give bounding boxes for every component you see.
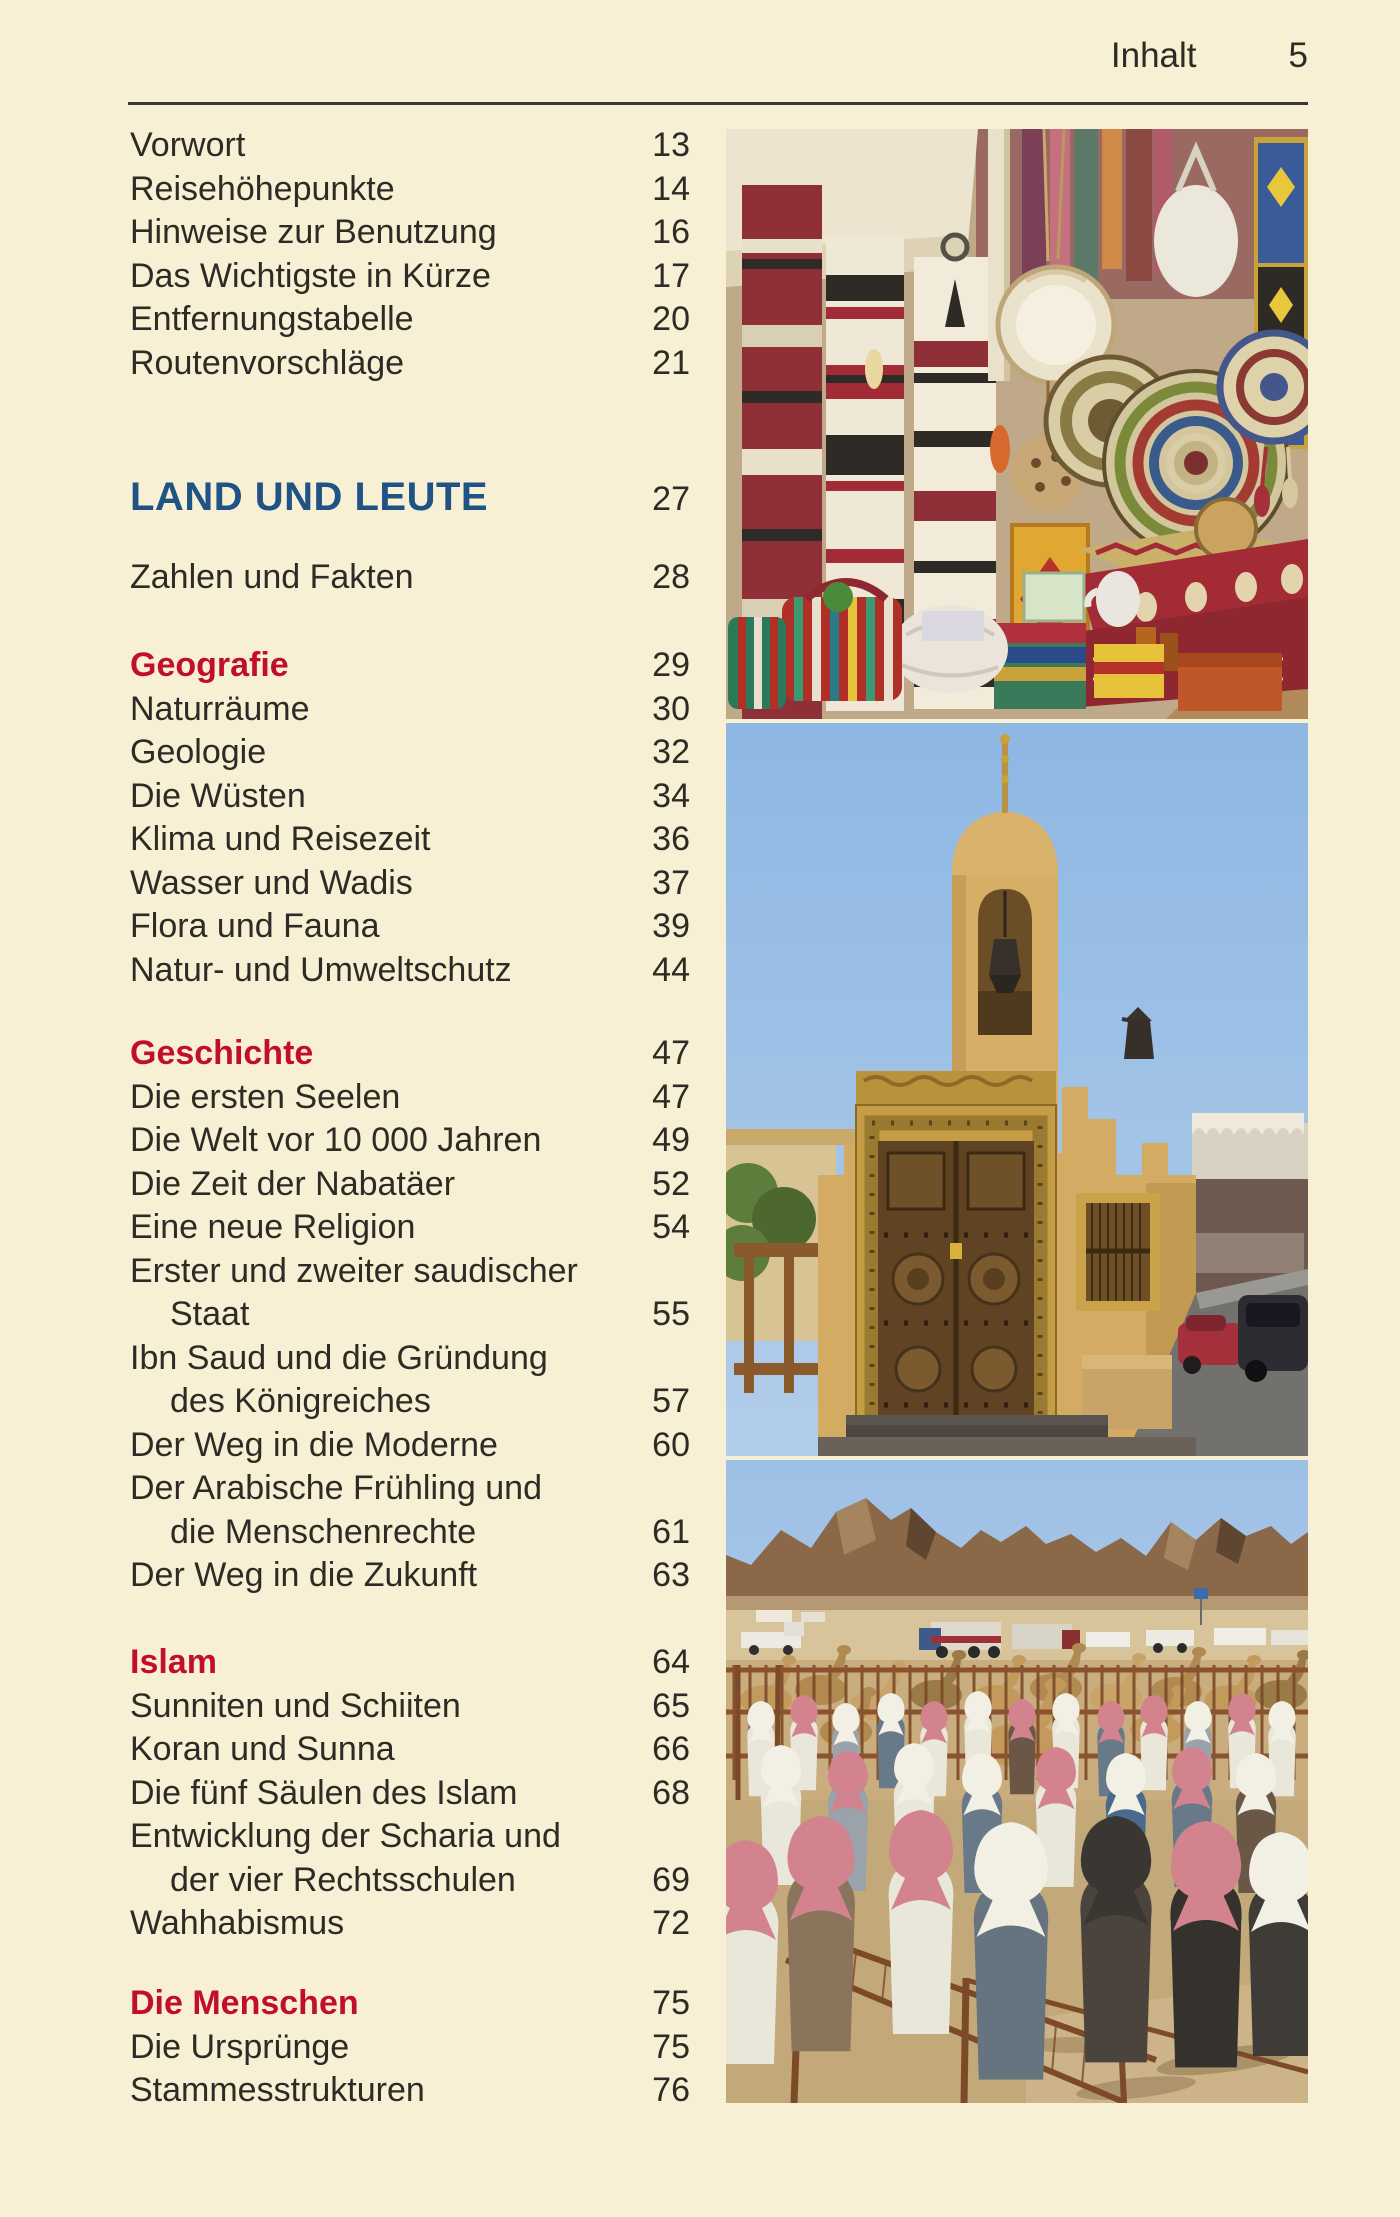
toc-entry-page: 76 [652, 2071, 690, 2109]
header-page-number: 5 [1288, 36, 1308, 75]
toc-entry-label: Wasser und Wadis [130, 863, 413, 902]
photo-mosque-gate [726, 723, 1308, 1456]
toc-entry-page: 47 [652, 1034, 690, 1072]
toc-entry-page: 61 [652, 1512, 690, 1551]
toc-entry-page: 28 [652, 558, 690, 596]
toc-entry-page: 32 [652, 733, 690, 771]
toc-entry-label: Die Ursprünge [130, 2027, 350, 2066]
toc-entry-page: 63 [652, 1556, 690, 1594]
toc-entry-label: der vier Rechtsschulen [170, 1860, 516, 1899]
toc-entry-page: 34 [652, 776, 690, 815]
toc-entry [130, 818, 690, 862]
toc-section-heading [130, 644, 690, 688]
toc-block-facts [130, 556, 690, 600]
toc-entry-label: Der Weg in die Moderne [130, 1425, 498, 1464]
toc-entry-page: 47 [652, 1077, 690, 1116]
toc-entry [130, 1250, 690, 1294]
toc-entry-label: Vorwort [130, 126, 246, 164]
toc-entry [130, 1728, 690, 1772]
toc-entry [130, 688, 690, 732]
toc-entry [130, 1380, 690, 1424]
toc-entry-page: 13 [652, 126, 690, 164]
toc-section-label: Islam [130, 1643, 217, 1681]
toc-entry-label: die Menschenrechte [170, 1512, 477, 1551]
toc-entry-page: 49 [652, 1121, 690, 1159]
toc-entry-label: Erster und zweiter saudischer [130, 1251, 578, 1290]
toc-entry-label: Entfernungstabelle [130, 300, 414, 338]
toc-entry-page: 39 [652, 907, 690, 945]
toc-entry [130, 731, 690, 775]
toc-entry-label: Natur- und Umweltschutz [130, 950, 512, 989]
toc-entry-label: Der Arabische Frühling und [130, 1469, 543, 1507]
toc-entry [130, 862, 690, 906]
toc-entry-label: des Königreiches [170, 1382, 431, 1420]
toc-entry-label: Stammesstrukturen [130, 2071, 425, 2109]
toc-entry [130, 1815, 690, 1859]
toc-entry-label: Entwicklung der Scharia und [130, 1817, 561, 1855]
toc-entry [130, 1554, 690, 1598]
toc-section-label: Geografie [130, 646, 289, 684]
toc-entry [130, 775, 690, 819]
toc-entry-label: Der Weg in die Zukunft [130, 1556, 478, 1594]
toc-entry-page: 17 [652, 256, 690, 295]
toc-entry-page: 64 [652, 1643, 690, 1681]
toc-entry [130, 2069, 690, 2113]
toc-section-label: Die Menschen [130, 1984, 359, 2022]
toc-entry-label: Geologie [130, 733, 267, 771]
toc-entry-page: 21 [652, 343, 690, 382]
toc-entry-label: Die fünf Säulen des Islam [130, 1773, 518, 1812]
toc-entry-page: 65 [652, 1686, 690, 1725]
toc-block-chapter [130, 472, 690, 522]
toc-entry [130, 1467, 690, 1511]
toc-section-label: Geschichte [130, 1034, 314, 1072]
toc-entry-page: 14 [652, 169, 690, 208]
toc-section-heading [130, 1641, 690, 1685]
toc-entry [130, 2026, 690, 2070]
toc-entry-page: 68 [652, 1773, 690, 1812]
toc-entry [130, 255, 690, 299]
toc-block-geografie [130, 644, 690, 992]
toc-entry-label: Staat [170, 1295, 250, 1333]
toc-entry [130, 905, 690, 949]
toc-entry [130, 1206, 690, 1250]
header-rule [128, 102, 1308, 105]
toc-entry [130, 1119, 690, 1163]
toc-entry-label: Sunniten und Schiiten [130, 1686, 461, 1725]
toc-section-heading [130, 1032, 690, 1076]
toc-entry-page: 69 [652, 1860, 690, 1899]
toc-entry-label: Eine neue Religion [130, 1208, 416, 1246]
toc-entry-label: Koran und Sunna [130, 1730, 395, 1768]
toc-entry [130, 949, 690, 993]
toc-entry-page: 55 [652, 1295, 690, 1333]
toc-block-menschen [130, 1982, 690, 2113]
toc-entry-page: 37 [652, 863, 690, 902]
toc-entry-label: Hinweise zur Benutzung [130, 213, 497, 251]
toc-entry-page: 52 [652, 1164, 690, 1203]
toc-entry-label: Das Wichtigste in Kürze [130, 256, 491, 295]
toc-entry-page: 16 [652, 213, 690, 251]
toc-entry [130, 1902, 690, 1946]
toc-entry-label: Routenvorschläge [130, 343, 405, 382]
toc-chapter-heading [130, 472, 690, 522]
toc-entry-page: 29 [652, 646, 690, 684]
toc-entry-label: Klima und Reisezeit [130, 820, 431, 858]
header-title: Inhalt [1110, 36, 1197, 75]
toc-block-islam [130, 1641, 690, 1946]
photo-souvenir-market [726, 129, 1308, 719]
mosque-gate-illustration [726, 723, 1308, 1456]
souvenir-market-illustration [726, 129, 1308, 719]
toc-entry [130, 342, 690, 386]
toc-section-heading [130, 1982, 690, 2026]
toc-entry [130, 298, 690, 342]
toc-entry-page: 54 [652, 1208, 690, 1246]
toc-entry [130, 211, 690, 255]
toc-entry-page: 44 [652, 950, 690, 989]
toc-entry-label: Wahhabismus [130, 1904, 345, 1942]
toc-entry [130, 1293, 690, 1337]
toc-entry-page: 72 [652, 1904, 690, 1942]
toc-entry [130, 1337, 690, 1381]
toc-entry [130, 124, 690, 168]
toc-entry-page: 75 [652, 1984, 690, 2022]
toc-block-geschichte [130, 1032, 690, 1598]
toc-entry-page: 30 [652, 689, 690, 728]
toc-entry-label: Ibn Saud und die Gründung [130, 1338, 548, 1377]
toc-entry [130, 1163, 690, 1207]
toc-entry-page: 57 [652, 1382, 690, 1420]
toc-entry-label: Die Zeit der Nabatäer [130, 1164, 456, 1203]
toc-entry [130, 1511, 690, 1555]
toc-entry-label: Reisehöhepunkte [130, 169, 395, 208]
toc-entry [130, 1859, 690, 1903]
toc-entry-label: Naturräume [130, 689, 310, 728]
toc-entry [130, 1685, 690, 1729]
toc-entry-label: Die Welt vor 10 000 Jahren [130, 1121, 542, 1159]
photo-camel-market [726, 1460, 1308, 2103]
toc-entry-label: Zahlen und Fakten [130, 558, 414, 596]
toc-entry-page: 60 [652, 1425, 690, 1464]
toc-entry-page: 27 [652, 480, 690, 518]
toc-entry [130, 1424, 690, 1468]
toc-entry-label: Flora und Fauna [130, 907, 380, 945]
toc-entry-page: 36 [652, 820, 690, 858]
toc-entry-page: 20 [652, 300, 690, 338]
toc-entry [130, 1772, 690, 1816]
camel-market-illustration [726, 1460, 1308, 2103]
toc-chapter-label: LAND UND LEUTE [130, 475, 489, 519]
toc-block-front [130, 124, 690, 385]
toc-entry-label: Die Wüsten [130, 776, 306, 815]
toc-entry-page: 75 [652, 2027, 690, 2066]
toc-entry-page: 66 [652, 1730, 690, 1768]
toc-entry [130, 556, 690, 600]
toc-entry [130, 168, 690, 212]
page-header [130, 36, 1308, 76]
toc-entry-label: Die ersten Seelen [130, 1077, 401, 1116]
toc-entry [130, 1076, 690, 1120]
